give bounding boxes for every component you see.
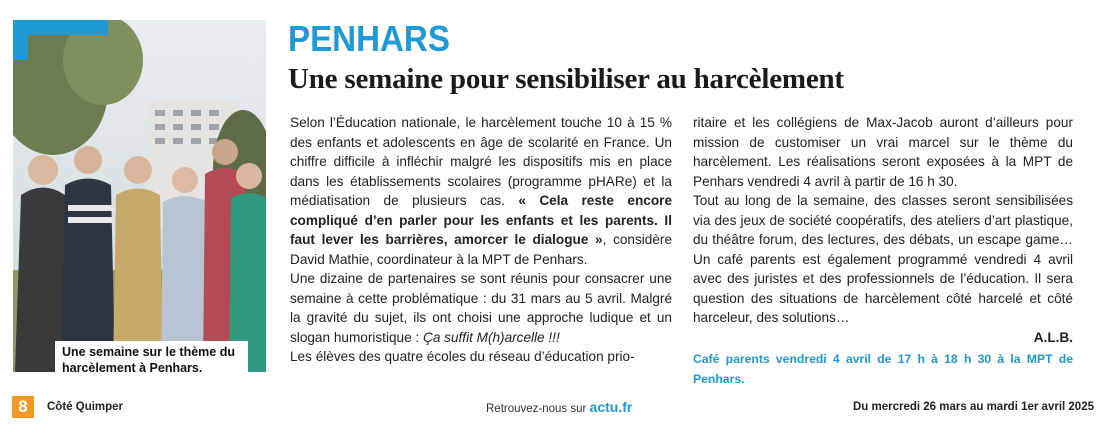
website-link[interactable]: actu.fr xyxy=(589,399,633,415)
website-promo: Retrouvez-nous sur actu.fr xyxy=(486,399,633,415)
article-column-1 xyxy=(290,113,672,367)
group-photo-illustration xyxy=(13,20,266,372)
paragraph-5: Tout au long de la semaine, des classes seront sensibilisées via des jeux de société coopératifs, des ateliers d’art plastique, du théâtre forum, des lectures, des débats, un escape game… Un café parents est également programmé vendredi 4 avril avec des juristes et des professionnels de l’éducation. Il sera question des situations de harcèlement côté harcelé et côté harceleur, des solutions… xyxy=(693,193,1073,325)
paragraph-2: Une dizaine de partenaires se sont réunis pour consacrer une semaine à cette problématique : du 31 mars au 5 avril. Malgré la gravité du sujet, ils ont choisi une approche ludique et un slogan humoristique : Ça suffit M(h)arcelle !!! xyxy=(290,271,672,345)
issue-dates: Du mercredi 26 mars au mardi 1er avril 2025 xyxy=(852,401,1094,413)
group-photo xyxy=(13,20,266,372)
slogan: Ça suffit M(h)arcelle !!! xyxy=(423,329,560,345)
headline: Une semaine pour sensibiliser au harcèlement xyxy=(288,63,844,95)
paragraph-1: Selon l’Éducation nationale, le harcèlement touche 10 à 15 % des enfants et adolescents en âge de scolarité en France. Un chiffre difficile à infléchir malgré les dispositifs mis en place dans les établissements scolaires (programme pHARe) et la médiatisation de plusieurs cas. « Cela reste encore compliqué d’en parler pour les enfants et les parents. Il faut lever les barrières, amorcer le dialogue », considère David Mathie, coordinateur à la MPT de Penhars. xyxy=(290,115,673,267)
paragraph-4: ritaire et les collégiens de Max-Jacob auront d’ailleurs pour mission de customiser un vrai marcel sur le thème du harcèlement. Les réalisations seront exposées à la MPT de Penhars vendredi 4 avril à partir de 16 h 30. xyxy=(693,115,1073,189)
article-column-2 xyxy=(693,113,1073,389)
photo-caption: Une semaine sur le thème du harcèlement à Penhars. xyxy=(55,341,248,372)
event-info: Café parents vendredi 4 avril de 17 h à 18 h 30 à la MPT de Penhars. xyxy=(693,352,1073,386)
page-number: 8 xyxy=(12,396,34,418)
corner-accent-vertical xyxy=(13,20,28,60)
signature: A.L.B. xyxy=(1033,329,1073,345)
paragraph-3: Les élèves des quatre écoles du réseau d’éducation prio- xyxy=(290,349,635,364)
quote: « Cela reste encore compliqué d’en parler pour les enfants et les parents. Il faut lever les barrières, amorcer le dialogue » xyxy=(290,193,673,247)
section-title: PENHARS xyxy=(288,18,450,59)
publication-name: Côté Quimper xyxy=(47,401,124,413)
